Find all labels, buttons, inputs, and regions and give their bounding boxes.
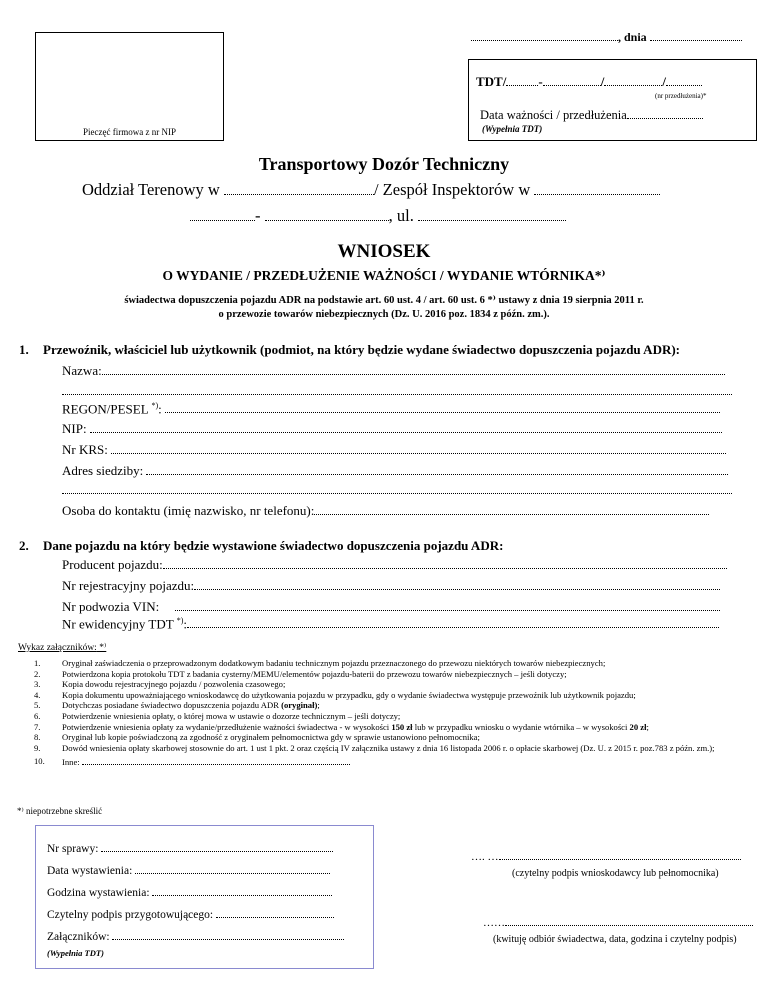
tdt-number-box	[468, 59, 757, 141]
regon-row	[62, 401, 720, 417]
krs-field[interactable]	[111, 442, 726, 454]
list-item	[28, 669, 756, 680]
contact-row	[62, 503, 709, 519]
producer-field[interactable]	[163, 557, 727, 569]
item-number: 7.	[34, 721, 41, 732]
item-text: Dotychczas posiadane świadectwo dopuszczenia pojazdu ADR	[62, 700, 282, 711]
filled-by-tdt-note: (Wypełnia TDT)	[482, 124, 543, 134]
issue-time-row	[47, 884, 332, 899]
validity-row	[480, 107, 703, 123]
preparer-field[interactable]	[216, 906, 334, 918]
receipt-signature-line[interactable]	[483, 917, 753, 929]
vin-row	[62, 599, 720, 615]
tdt-part2-field[interactable]	[543, 74, 601, 86]
attachments-count-row	[47, 928, 344, 943]
tdt-part1-field[interactable]	[506, 74, 538, 86]
list-item	[28, 700, 756, 711]
list-item	[28, 722, 756, 733]
list-item	[28, 756, 756, 768]
registration-field[interactable]	[194, 578, 720, 590]
nip-row	[62, 421, 722, 437]
list-item	[28, 711, 756, 722]
case-number-field[interactable]	[101, 840, 333, 852]
producer-label: Producent pojazdu:	[62, 557, 163, 572]
tdt-extension-field[interactable]	[666, 74, 702, 86]
stamp-label: Pieczęć firmowa z nr NIP	[83, 127, 176, 137]
footnote: *⁾ niepotrzebne skreślić	[17, 806, 103, 816]
tdt-record-colon: :	[183, 616, 187, 632]
tdt-part3-field[interactable]	[604, 74, 662, 86]
contact-label: Osoba do kontaktu (imię nazwisko, nr telefonu):	[62, 503, 315, 518]
issue-date-field[interactable]	[135, 862, 330, 874]
item-text: Potwierdzenie wniesienia opłaty za wydanie/przedłużenie ważności świadectwa - w wysokości	[62, 721, 392, 732]
tdt-dash: -	[538, 74, 543, 89]
item-text: Potwierdzenie wniesienia opłaty, o której mowa w ustawie o dozorze technicznym – jeśli dotyczy;	[62, 710, 401, 721]
tdt-record-sup: *)	[176, 616, 184, 625]
nip-label: NIP:	[62, 421, 87, 436]
item-number: 10.	[34, 756, 45, 767]
form-title: WNIOSEK	[337, 241, 431, 262]
name-label: Nazwa:	[62, 363, 102, 378]
receipt-signature-label: (kwituję odbiór świadectwa, data, godzina i czytelny podpis)	[493, 934, 737, 945]
postal-code-field[interactable]	[190, 209, 255, 221]
fee-amount: 150 zł	[391, 721, 413, 732]
item-text: Kopia dokumentu upoważniającego wnioskodawcę do użytkowania pojazdu w przypadku, gdy o wydanie świadectwa występuje przewoźnik lub użytkownik pojazdu;	[62, 689, 636, 700]
nip-field[interactable]	[90, 421, 722, 433]
tdt-label: TDT/	[476, 74, 507, 89]
receipt-dots-lead: ……	[483, 917, 505, 929]
tdt-slash1: /	[600, 74, 605, 89]
registration-label: Nr rejestracyjny pojazdu:	[62, 578, 195, 593]
team-label: / Zespół Inspektorów w	[373, 180, 531, 199]
legal-basis-line2: o przewozie towarów niebezpiecznych (Dz. U. 2016 poz. 1834 z późn. zm.).	[218, 309, 550, 320]
attachments-count-field[interactable]	[112, 928, 344, 940]
section2-number: 2.	[19, 538, 29, 553]
tdt-record-field[interactable]	[187, 616, 719, 628]
regon-label: REGON/PESEL	[62, 401, 149, 417]
form-subtitle: O WYDANIE / PRZEDŁUŻENIE WAŻNOŚCI / WYDANIE WTÓRNIKA*⁾	[162, 268, 606, 283]
item-number: 4.	[34, 689, 41, 700]
date-field[interactable]	[650, 29, 742, 41]
office-use-box	[35, 825, 374, 969]
tdt-record-label: Nr ewidencyjny TDT	[62, 616, 174, 632]
list-item	[28, 743, 756, 754]
attachments-heading	[18, 642, 106, 653]
producer-row	[62, 557, 727, 573]
tdt-number-row	[476, 74, 702, 90]
krs-label: Nr KRS:	[62, 442, 108, 457]
item-number: 6.	[34, 710, 41, 721]
item-number: 2.	[34, 668, 41, 679]
list-item	[28, 732, 756, 743]
address-row	[190, 206, 566, 226]
applicant-dots-lead: …. …	[471, 851, 499, 863]
extension-note: (nr przedłużenia)*	[655, 92, 707, 100]
postal-dash: -	[255, 206, 261, 225]
applicant-signature-label: (czytelny podpis wnioskodawcy lub pełnomocnika)	[512, 868, 719, 879]
item-text: Oryginał lub kopie poświadczoną za zgodność z oryginałem pełnomocnictwa gdy w sprawie ustanowiono pełnomocnika;	[62, 732, 480, 743]
branch-field[interactable]	[224, 183, 374, 195]
regon-colon: :	[158, 401, 162, 417]
list-item	[28, 658, 756, 669]
street-field[interactable]	[418, 209, 566, 221]
item-text: Oryginał zaświadczenia o przeprowadzonym dodatkowym badaniu technicznym pojazdu przeznaczonego do przewozu niektórych towarów niebezpiecznych;	[62, 658, 606, 668]
item-text: Kopia dowodu rejestracyjnego pojazdu / pozwolenia czasowego;	[62, 679, 286, 690]
address-seat-field[interactable]	[146, 463, 728, 475]
company-stamp-box	[35, 32, 224, 141]
legal-basis-line1: świadectwa dopuszczenia pojazdu ADR na podstawie art. 60 ust. 4 / art. 60 ust. 6 *⁾ ustawy z dnia 19 sierpnia 2011 r.	[124, 295, 644, 306]
preparer-row	[47, 906, 334, 921]
issue-date-row	[47, 862, 330, 877]
attachments-list	[28, 658, 756, 768]
street-label: , ul.	[388, 206, 414, 225]
name-field-line2[interactable]	[62, 383, 732, 395]
item-number: 3.	[34, 679, 41, 690]
case-number-label: Nr sprawy:	[47, 843, 99, 855]
attachments-heading-text: Wykaz załączników:	[18, 643, 97, 653]
office-filled-by-note: (Wypełnia TDT)	[47, 948, 104, 958]
item-text: Dowód wniesienia opłaty skarbowej stosownie do art. 1 ust 1 pkt. 2 oraz częścią IV załącznika ustawy z dnia 16 listopada 2006 r. o opłacie skarbowej (Dz. U. z 2015 r. poz.783 z późn. zm.);	[62, 742, 715, 753]
item-text-mid: lub w przypadku wniosku o wydanie wtórnika – w wysokości	[412, 721, 630, 732]
address-seat-field-line2[interactable]	[62, 482, 732, 494]
item-text: Inne:	[62, 757, 80, 768]
org-name: Transportowy Dozór Techniczny	[258, 154, 510, 174]
address-seat-label: Adres siedziby:	[62, 463, 144, 478]
place-field[interactable]	[471, 29, 618, 41]
item-number: 1.	[34, 658, 41, 668]
address-seat-row	[62, 463, 728, 479]
krs-row	[62, 442, 726, 458]
section1-number: 1.	[19, 342, 29, 357]
validity-field[interactable]	[627, 107, 703, 119]
tdt-record-row	[62, 616, 719, 632]
other-attachments-field[interactable]	[82, 756, 350, 765]
applicant-signature-line[interactable]	[471, 851, 741, 863]
duplicate-fee-amount: 20 zł	[629, 721, 647, 732]
item-text-bold: (oryginał)	[281, 700, 318, 711]
item-text-end: ;	[317, 700, 320, 711]
regon-field[interactable]	[165, 401, 720, 413]
item-number: 9.	[34, 742, 41, 753]
item-text: Potwierdzona kopia protokołu TDT z badania cysterny/MEMU/elementów pojazdu-baterii do przewozu towarów niebezpiecznych – jeśli dotyczy;	[62, 668, 567, 679]
receipt-signature-field[interactable]	[505, 917, 753, 926]
item-text-end: ;	[646, 721, 649, 732]
item-number: 5.	[34, 700, 41, 711]
regon-sup: *)	[151, 401, 159, 410]
issue-time-field[interactable]	[152, 884, 332, 896]
list-item	[28, 690, 756, 701]
validity-label: Data ważności / przedłużenia	[480, 108, 627, 122]
registration-row	[62, 578, 720, 594]
issue-date-label: Data wystawienia:	[47, 865, 133, 877]
list-item	[28, 679, 756, 690]
dnia-label: , dnia	[618, 30, 647, 44]
branch-label: Oddział Terenowy w	[82, 180, 220, 199]
branch-row	[82, 180, 660, 200]
applicant-signature-field[interactable]	[499, 851, 741, 860]
attachments-heading-sup: *⁾	[96, 643, 107, 653]
name-row	[62, 363, 725, 379]
tdt-slash2: /	[662, 74, 666, 89]
attachments-count-label: Załączników:	[47, 931, 110, 943]
vin-field[interactable]	[175, 599, 720, 611]
section2-heading: Dane pojazdu na który będzie wystawione świadectwo dopuszczenia pojazdu ADR:	[43, 538, 504, 553]
name-field[interactable]	[102, 363, 725, 375]
city-field[interactable]	[265, 209, 389, 221]
case-number-row	[47, 840, 333, 855]
item-number: 8.	[34, 732, 41, 743]
issue-time-label: Godzina wystawienia:	[47, 887, 150, 899]
contact-field[interactable]	[314, 503, 709, 515]
team-field[interactable]	[534, 183, 660, 195]
section1-heading: Przewoźnik, właściciel lub użytkownik (podmiot, na który będzie wydane świadectwo dopuszczenia pojazdu ADR):	[43, 342, 681, 357]
preparer-label: Czytelny podpis przygotowującego:	[47, 909, 214, 921]
vin-label: Nr podwozia VIN:	[62, 599, 160, 614]
date-line	[471, 29, 742, 45]
